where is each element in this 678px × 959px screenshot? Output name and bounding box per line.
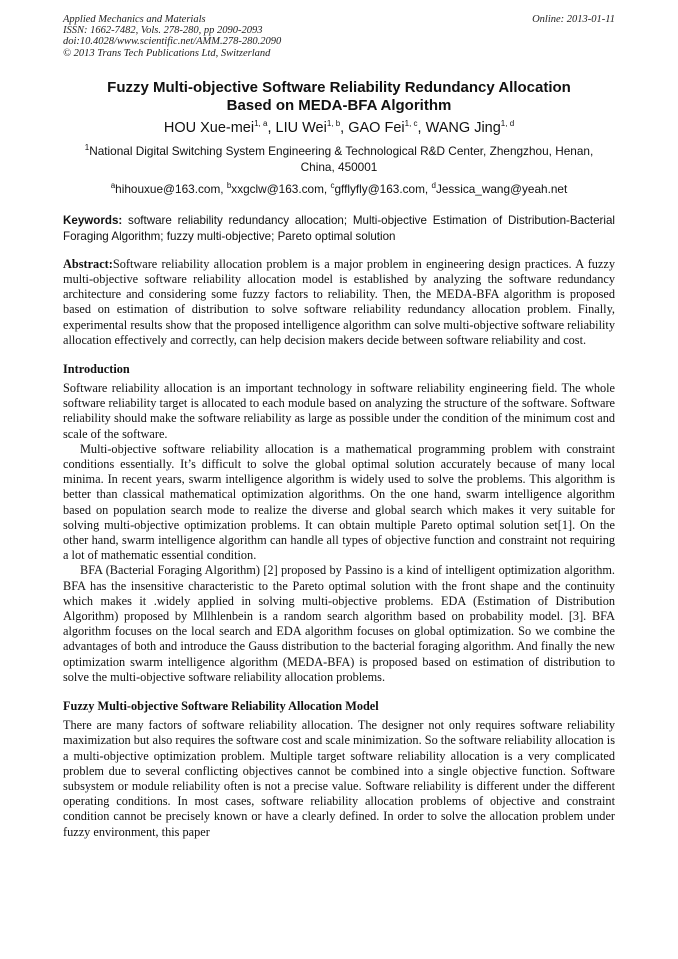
doi-line: doi:10.4028/www.scientific.net/AMM.278-280.2090 [63,36,282,48]
title-line-1: Fuzzy Multi-objective Software Reliability Redundancy Allocation [107,78,571,96]
email-sup: c [330,180,335,190]
affiliation [63,143,615,175]
author-list [63,119,615,137]
paragraph: Software reliability allocation is an important technology in software reliability engineering field. The whole software reliability target is allocated to each module based on analyzing the structure of the software. Software reliability should make the software reliability as large as possible under the condition of the minimum cost and scale of the software. [63,381,615,441]
email-sup: a [110,180,116,190]
author-sep: , [340,119,349,136]
author-name: GAO Fei [348,119,405,136]
paragraph: BFA (Bacterial Foraging Algorithm) [2] proposed by Passino is a kind of intelligent optimization algorithm. BFA has the insensitive characteristic to the Pareto optimal solution with the front shape and the continuity which makes it .widely applied in solving multi-objective problems. EDA (Estimation of Distribution Algorithm) proposed by Mllhlenbein is a random search algorithm based on probability model. [3]. BFA algorithm focuses on the local search and EDA algorithm focuses on global optimization. So we combine the advantages of both and introduce the Gauss distribution to the bacterial foraging algorithm. And finally the new optimization swarm intelligence algorithm (MEDA-BFA) is proposed based on estimation of distribution to solve the multi-objective software reliability allocation problems. [63,563,615,684]
affiliation-sup: 1 [84,142,90,152]
author-sup: 1, b [326,118,341,128]
keywords-label: Keywords: [63,213,123,227]
email-sup: d [431,180,436,190]
abstract [63,257,615,348]
copyright-line: © 2013 Trans Tech Publications Ltd, Switzerland [63,47,271,59]
email-list [63,181,615,197]
keywords [63,213,615,245]
keywords-text: software reliability redundancy allocation; Multi-objective Estimation of Distribution-Bacterial Foraging Algorithm; fuzzy multi-objective; Pareto optimal solution [63,213,615,243]
issn-line: ISSN: 1662-7482, Vols. 278-280, pp 2090-2093 [63,25,263,37]
author-name: HOU Xue-mei [163,119,255,136]
title-line-2: Based on MEDA-BFA Algorithm [226,96,452,114]
author-sup: 1, d [500,118,515,128]
author-name: WANG Jing [425,119,501,136]
section-model [63,699,615,840]
journal-name: Applied Mechanics and Materials [63,14,206,25]
paper-page [63,14,615,840]
email-sup: b [226,180,232,190]
section-introduction [63,362,615,685]
paragraph: Multi-objective software reliability allocation is a mathematical programming problem with constraint conditions essentially. It’s difficult to solve the global optimal solution accurately because of many local minima. In recent years, swarm intelligence algorithm is widely used to solve the problems. This algorithm is better than classical mathematical optimization algorithms. On the one hand, swarm intelligence algorithm based on population search mode to realize the diverse and global search which makes it very suitable for solving multi-objective optimization problems. It can obtain multiple Pareto optimal solution set[1]. On the other hand, swarm intelligence algorithm can handle all types of objective function and constraint not requiring a lot of mathematic essential condition. [63,441,615,563]
author-sep: , [417,119,426,136]
email-address: xxgclw@163.com, [231,181,331,196]
affiliation-line-1: National Digital Switching System Engineering & Technological R&D Center, Zhengzhou, Henan, [89,143,594,158]
author [276,120,349,136]
email-address: hihouxue@163.com, [115,181,227,196]
email-address: gfflyfly@163.com, [334,181,432,196]
paper-title [63,79,615,115]
author [426,120,515,136]
author-name: LIU Wei [275,119,327,136]
abstract-label: Abstract: [63,256,113,271]
section-heading: Fuzzy Multi-objective Software Reliability Allocation Model [63,699,379,714]
online-date: Online: 2013-01-11 [532,14,615,25]
journal-header [63,14,615,59]
affiliation-line-2: China, 450001 [300,159,378,174]
author-sep: , [267,119,276,136]
abstract-text: Software reliability allocation problem is a major problem in engineering design practices. A fuzzy multi-objective software reliability allocation model is established by analyzing the software redundancy architecture and considering some fuzzy factors to reliability. Then, the MEDA-BFA algorithm is proposed based on estimation of distribution to solve software reliability redundancy allocation problem. Finally, experimental results show that the proposed intelligence algorithm can solve multi-objective software reliability allocation effectively and correctly, can help decision makers decide between software reliability and cost. [63,256,615,347]
email-address: Jessica_wang@yeah.net [435,181,568,196]
author-sup: 1, a [254,118,268,128]
section-heading: Introduction [63,362,130,377]
author-sup: 1, c [404,118,418,128]
paragraph: There are many factors of software reliability allocation. The designer not only requires software reliability maximization but also requires the software cost and scale minimization. So the software reliability allocation is a multi-objective optimization problem. Multiple target software reliability allocation is a very complicated problem due to several conflicting objectives cannot be combined into a single objective function. Software subsystem or module reliability often is not a precise value. Software reliability is different under the different operating conditions. In most cases, software reliability allocation problems of objective and constraint condition cannot be precisely known or have a clearly defined. In order to solve the allocation problem under fuzzy environment, this paper [63,718,615,839]
author [348,120,425,136]
author [164,120,276,136]
